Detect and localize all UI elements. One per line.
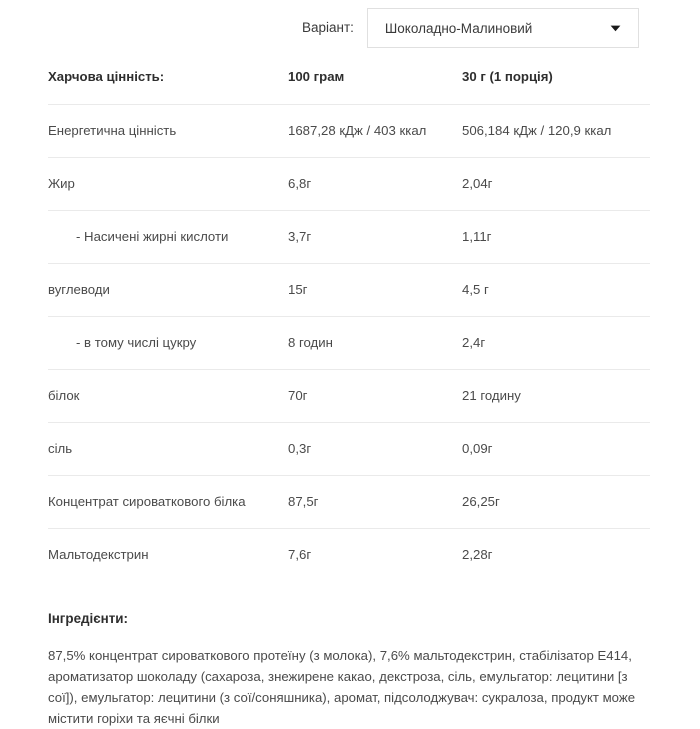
row-label: Мальтодекстрин: [48, 547, 149, 562]
table-row: [48, 158, 650, 211]
row-label: вуглеводи: [48, 282, 110, 297]
row-value-per-serving: 4,5 г: [462, 282, 489, 297]
row-label: - Насичені жирні кислоти: [76, 229, 229, 244]
ingredients-text: 87,5% концентрат сироваткового протеїну (з молока), 7,6% мальтодекстрин, стабілізатор Е414, ароматизатор шоколаду (сахароза, знежирене какао, декстроза, сіль, емульгатор: лецитини [з сої]), емульгатор: лецитини (з сої/соняшника), аромат, підсолоджувач: сукралоза, продукт може містити горіхи та яєчні білки: [48, 648, 636, 726]
chevron-down-icon: [604, 25, 628, 32]
row-value-per-serving: 2,4г: [462, 335, 486, 350]
header-nutrient: Харчова цінність:: [48, 69, 165, 84]
row-value-per-100g: 8 годин: [288, 335, 333, 350]
table-row: [48, 317, 650, 370]
row-label: білок: [48, 388, 80, 403]
row-value-per-serving: 506,184 кДж / 120,9 ккал: [462, 123, 612, 138]
row-value-per-serving: 1,11г: [462, 229, 492, 244]
variant-select-value: Шоколадно-Малиновий: [384, 20, 533, 36]
nutrition-table: [48, 64, 650, 581]
row-value-per-serving: 2,04г: [462, 176, 493, 191]
table-row: [48, 423, 650, 476]
table-row: [48, 105, 650, 158]
table-header-row: [48, 64, 650, 105]
row-value-per-serving: 0,09г: [462, 441, 493, 456]
header-per-serving: 30 г (1 порція): [462, 69, 553, 84]
row-value-per-100g: 0,3г: [288, 441, 312, 456]
nutrition-table-body: [48, 105, 650, 582]
row-value-per-100g: 1687,28 кДж / 403 ккал: [288, 123, 427, 138]
row-value-per-serving: 2,28г: [462, 547, 493, 562]
ingredients-section: [48, 611, 652, 729]
row-value-per-serving: 21 годину: [462, 388, 521, 403]
row-value-per-100g: 7,6г: [288, 547, 312, 562]
table-row: [48, 529, 650, 582]
row-value-per-100g: 87,5г: [288, 494, 319, 509]
ingredients-title: Інгредієнти:: [48, 611, 128, 626]
row-label: Жир: [48, 176, 75, 191]
variant-select[interactable]: [367, 8, 639, 48]
row-value-per-serving: 26,25г: [462, 494, 500, 509]
variant-selector-row: [0, 0, 700, 48]
row-value-per-100g: 6,8г: [288, 176, 312, 191]
row-label: - в тому числі цукру: [76, 335, 197, 350]
row-label: сіль: [48, 441, 73, 456]
table-row: [48, 370, 650, 423]
row-value-per-100g: 15г: [288, 282, 308, 297]
table-row: [48, 476, 650, 529]
row-value-per-100g: 3,7г: [288, 229, 312, 244]
variant-label: Варіант:: [302, 20, 354, 35]
row-label: Концентрат сироваткового білка: [48, 494, 246, 509]
table-row: [48, 211, 650, 264]
header-per-100g: 100 грам: [288, 69, 345, 84]
row-label: Енергетична цінність: [48, 123, 177, 138]
table-row: [48, 264, 650, 317]
row-value-per-100g: 70г: [288, 388, 308, 403]
nutrition-table-head: [48, 64, 650, 105]
